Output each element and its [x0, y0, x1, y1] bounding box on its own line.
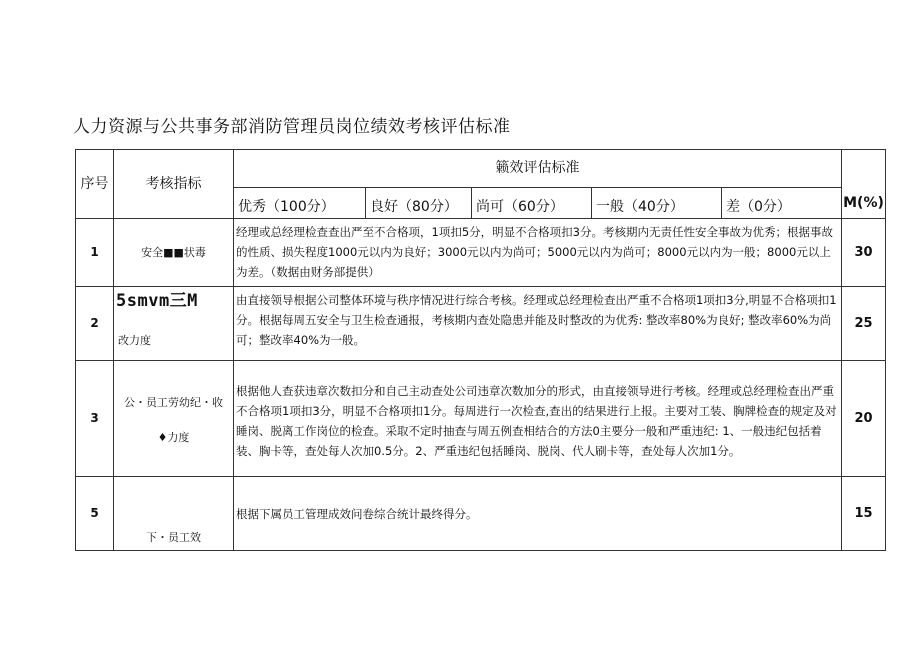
indicator-text: 下・员工效 — [146, 531, 201, 544]
table-row — [76, 287, 886, 361]
row-description: 经理或总经理检查查出严至不合格项，1项扣5分，明显不合格项扣3分。考核期内无责任性安全事故为优秀；根据事故的性质、损失程度1000元以内为良好；3000元以内为尚可；5000元以内为尚可；8000元以内为一般；8000元以上为差。（数据由财务部提供） — [234, 219, 842, 287]
row-indicator — [114, 361, 234, 477]
standard-header: 籁效评估标准 — [234, 150, 842, 188]
row-description: 由直接领导根据公司整体环境与秩序情况进行综合考核。经理或总经理检查出严重不合格项1项扣3分,明显不合格项扣1分。根据每周五安全与卫生检查通报，考核期内查处隐患并能及时整改的为优秀: 整改率80%为良好; 整改率60%为尚可；整改率40%为一般。 — [234, 287, 842, 361]
indicator-main-text: 公・员工劳幼纪・收 — [124, 395, 223, 409]
indicator-header: 考核指标 — [114, 150, 234, 219]
indicator-sub-text: 改力度 — [118, 334, 151, 347]
table-row — [76, 219, 886, 287]
row-number: 1 — [76, 219, 114, 287]
row-number: 2 — [76, 287, 114, 361]
row-weight: 30 — [842, 219, 886, 287]
indicator-sub-text: ♦力度 — [157, 430, 190, 444]
table-row — [76, 361, 886, 477]
row-weight: 25 — [842, 287, 886, 361]
row-indicator — [114, 477, 234, 551]
row-weight: 15 — [842, 477, 886, 551]
grade-fair: 尚可（60分） — [472, 188, 592, 219]
row-indicator: 安全■■状毒 — [114, 219, 234, 287]
grade-excellent: 优秀（100分） — [234, 188, 366, 219]
evaluation-table — [75, 149, 886, 551]
indicator-main-text: 5smvm三M — [116, 291, 198, 311]
row-weight: 20 — [842, 361, 886, 477]
table-row — [76, 477, 886, 551]
row-indicator — [114, 287, 234, 361]
header-row-1 — [76, 150, 886, 188]
grade-average: 一般（40分） — [592, 188, 722, 219]
row-description: 根据他人查获违章次数扣分和自己主动查处公司违章次数加分的形式，由直接领导进行考核。经理或总经理检查出严重不合格项1项扣3分，明显不合格项扣1分。每周进行一次检查,查出的结果进行上报。主要对工装、胸牌检查的规定及对睡岗、脱离工作岗位的检查。采取不定时抽查与周五例查相结合的方法0主要分一般和严重违纪: 1、一般违纪包括着装、胸卡等，查处每人次加0.5分。2、严重违纪包括睡岗、脱岗、代人刷卡等，查处每人次加1分。 — [234, 361, 842, 477]
row-description: 根据下属员工管理成效问卷综合统计最终得分。 — [234, 477, 842, 551]
grade-good: 良好（80分） — [366, 188, 472, 219]
weight-header: M(%) — [842, 150, 886, 219]
seq-header: 序号 — [76, 150, 114, 219]
row-number: 3 — [76, 361, 114, 477]
row-number: 5 — [76, 477, 114, 551]
grade-poor: 差（0分） — [722, 188, 842, 219]
page-title: 人力资源与公共事务部消防管理员岗位绩效考核评估标准 — [73, 117, 511, 137]
